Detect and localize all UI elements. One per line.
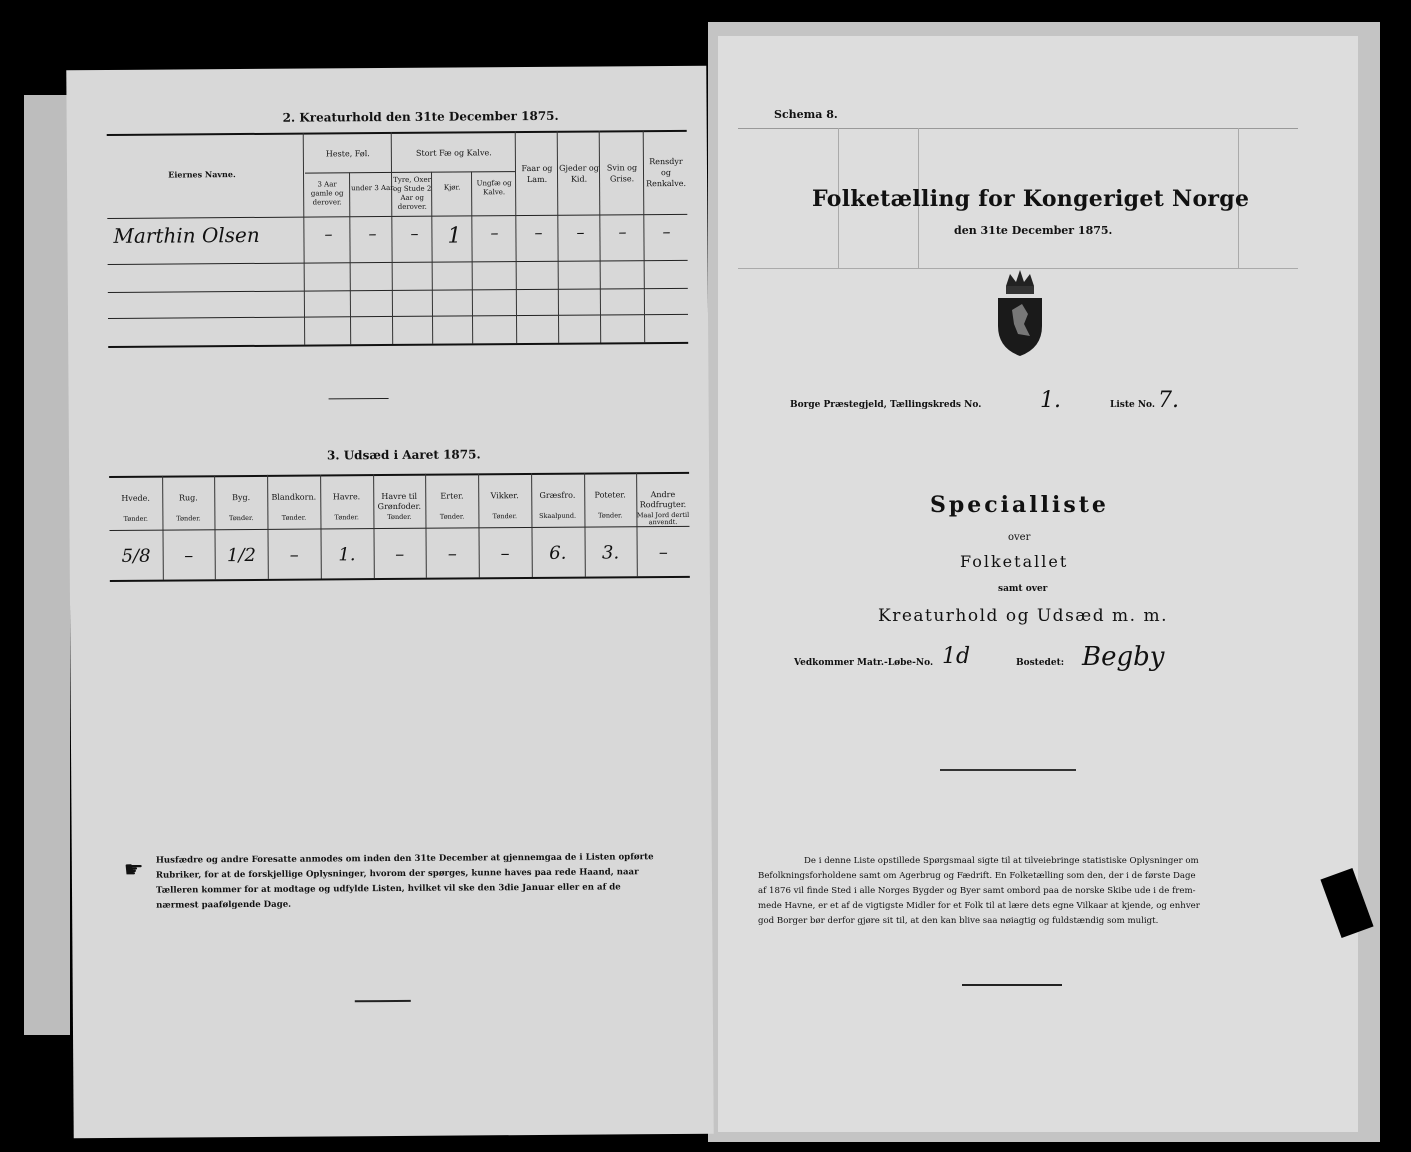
col-horses-adult: 3 Aar gamle og derover. — [310, 180, 344, 207]
col-owner-names: Eiernes Navne. — [168, 169, 236, 180]
crop-value: – — [395, 543, 405, 565]
crop-name: Andre Rodfrugter. — [639, 490, 687, 510]
crop-value: 6. — [549, 542, 567, 564]
crop-value: – — [447, 543, 457, 565]
info-line-3: af 1876 vil finde Sted i alle Norges Bygder og Byer samt ombord paa de norske Skibe ude i de frem- — [758, 886, 1196, 896]
liste-number: 7. — [1158, 388, 1179, 413]
crop-value: – — [658, 542, 668, 564]
info-line-2: Befolkningsforholdene samt om Agerbrug og Fædrift. En Folketælling som den, der i de første Dage — [758, 871, 1196, 881]
livestock-value: – — [618, 222, 627, 242]
col-reindeer: Rensdyr og Renkalve. — [646, 156, 687, 189]
crop-value: 1. — [338, 544, 356, 566]
livestock-value: – — [662, 222, 671, 242]
crop-unit: Tønder. — [598, 511, 623, 520]
prestegjeld-label: Borge Præstegjeld, Tællingskreds No. — [790, 400, 982, 410]
tellingskreds-number: 1. — [1040, 388, 1061, 413]
notice-line-4: nærmest paafølgende Dage. — [156, 899, 292, 911]
samt-over-label: samt over — [998, 584, 1048, 594]
left-edge-strip — [24, 95, 70, 1035]
col-cattle-cows: Kjør. — [443, 183, 461, 192]
info-line-4: mede Havne, er et af de vigtigste Midler for et Folk til at lære dets egne Vilkaar at kjende, og enhver — [758, 901, 1200, 911]
crop-unit: Tønder. — [439, 512, 465, 521]
col-sheep: Faar og Lam. — [521, 163, 553, 185]
crop-name: Græsfro. — [539, 490, 576, 500]
notice-line-3: Tælleren kommer for at modtage og udfylde Listen, hvilket vil ske den 3die Januar eller en af de — [155, 882, 621, 896]
info-line-1: De i denne Liste opstillede Spørgsmaal sigte til at tilveiebringe statistiske Oplysninger om — [804, 856, 1199, 866]
crop-name: Poteter. — [594, 490, 626, 500]
crop-value: – — [184, 545, 194, 567]
livestock-value: 1 — [447, 223, 462, 249]
folketallet-heading: Folketallet — [960, 552, 1069, 571]
col-cattle: Stort Fæ og Kalve. — [415, 148, 492, 158]
crop-unit: Tønder. — [176, 514, 201, 523]
crop-unit: Tønder. — [334, 513, 359, 522]
crops-table — [66, 66, 706, 70]
crop-unit: Tønder. — [492, 512, 518, 521]
livestock-value: – — [324, 224, 333, 244]
livestock-value: – — [534, 222, 543, 242]
over-label-1: over — [1008, 532, 1031, 543]
livestock-value: – — [490, 223, 499, 243]
crop-name: Blandkorn. — [271, 492, 317, 502]
liste-label: Liste No. — [1110, 400, 1156, 410]
bostedet-value: Begby — [1082, 642, 1165, 672]
schema-label: Schema 8. — [774, 108, 838, 121]
notice-line-1: Husfædre og andre Foresatte anmodes om inden den 31te December at gjennemgaa de i Listen opførte — [155, 852, 654, 866]
crop-value: 3. — [601, 542, 620, 564]
matr-number: 1d — [942, 644, 971, 669]
pointing-hand-icon: ☛ — [123, 857, 144, 883]
crop-unit: Maal Jord dertil anvendt. — [636, 510, 690, 527]
crop-name: Rug. — [178, 493, 198, 503]
owner-name: Marthin Olsen — [113, 222, 260, 248]
crop-unit: Tønder. — [281, 513, 307, 522]
livestock-value: – — [368, 224, 377, 244]
col-cattle-oxen: Tyre, Oxer og Stude 2 Aar og derover. — [392, 175, 432, 211]
livestock-value: – — [410, 223, 419, 243]
crop-value: – — [289, 544, 299, 566]
document-title: Folketælling for Kongeriget Norge — [812, 186, 1250, 212]
crop-name: Vikker. — [490, 491, 519, 501]
col-cattle-young: Ungfæ og Kalve. — [476, 179, 512, 197]
crop-unit: Skaalpund. — [539, 511, 577, 520]
crop-unit: Tønder. — [387, 512, 412, 522]
col-pigs: Svin og Grise. — [606, 163, 638, 184]
census-date: den 31te December 1875. — [954, 224, 1113, 237]
livestock-value: – — [576, 222, 585, 242]
bostedet-label: Bostedet: — [1016, 658, 1065, 668]
section3-title: 3. Udsæd i Aaret 1875. — [326, 447, 481, 463]
livestock-values-row — [66, 66, 706, 70]
norway-coat-of-arms-icon — [992, 264, 1048, 360]
crop-value: – — [500, 543, 510, 565]
right-page — [718, 36, 1358, 1132]
matr-label: Vedkommer Matr.-Løbe-No. — [794, 658, 934, 668]
crop-name: Erter. — [440, 491, 464, 501]
crop-unit: Tønder. — [228, 513, 254, 523]
col-horses: Heste, Føl. — [325, 149, 370, 159]
col-goats: Gjeder og Kid. — [559, 163, 599, 184]
notice-line-2: Rubriker, for at de forskjellige Oplysninger, hvorom der spørges, kunne haves paa rede Haand, naar — [155, 867, 639, 881]
crop-name: Hvede. — [121, 493, 150, 503]
crop-value: 1/2 — [226, 544, 257, 567]
kreaturhold-heading: Kreaturhold og Udsæd m. m. — [878, 606, 1169, 626]
left-page — [66, 66, 713, 1138]
crop-unit: Tønder. — [123, 514, 149, 523]
crop-name: Havre til Grønfoder. — [377, 491, 422, 512]
crop-value: 5/8 — [121, 545, 151, 567]
section2-title: 2. Kreaturhold den 31te December 1875. — [282, 108, 559, 125]
col-horses-young: under 3 Aar. — [351, 183, 396, 193]
crop-name: Byg. — [232, 492, 251, 503]
info-line-5: god Borger bør derfor gjøre sit til, at den kan blive saa nøiagtig og fuldstændig som muligt. — [758, 916, 1159, 926]
crop-name: Havre. — [332, 492, 361, 502]
specialliste-heading: Specialliste — [930, 492, 1109, 518]
